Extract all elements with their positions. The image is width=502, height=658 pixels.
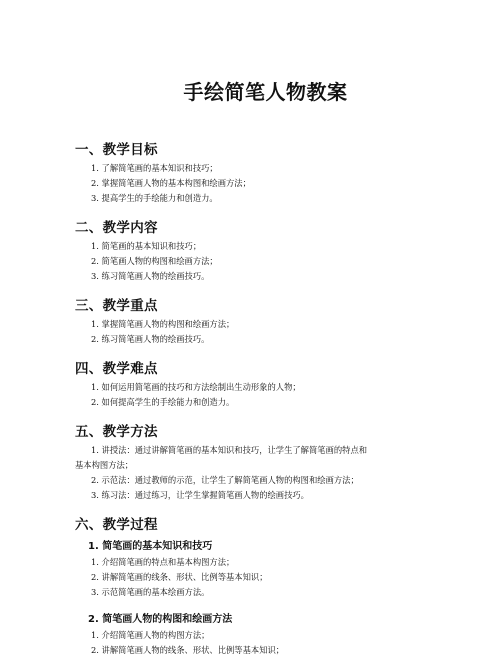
list-item: 3. 练习简笔画人物的绘画技巧。 <box>91 271 210 281</box>
section-teaching-key-points <box>75 297 444 347</box>
subsection-heading: 2. 简笔画人物的构图和绘画方法 <box>88 614 233 625</box>
section-heading: 二、教学内容 <box>75 220 158 236</box>
section-teaching-content <box>75 219 444 284</box>
list-item: 1. 讲授法：通过讲解简笔画的基本知识和技巧，让学生了解简笔画的特点和 <box>91 445 368 455</box>
subsection-heading: 1. 简笔画的基本知识和技巧 <box>88 541 213 552</box>
list-item: 1. 简笔画的基本知识和技巧； <box>91 241 202 251</box>
section-heading: 三、教学重点 <box>75 298 158 314</box>
section-teaching-difficulties <box>75 360 444 410</box>
section-heading: 一、教学目标 <box>75 142 158 158</box>
subsection-basic-knowledge <box>75 539 444 600</box>
list-item: 2. 练习简笔画人物的绘画技巧。 <box>91 334 210 344</box>
list-item: 3. 示范简笔画的基本绘画方法。 <box>91 587 210 597</box>
subsection-figure-composition <box>75 612 444 658</box>
list-item: 1. 如何运用简笔画的技巧和方法绘制出生动形象的人物； <box>91 382 301 392</box>
list-item: 1. 介绍简笔画人物的构图方法； <box>91 630 210 640</box>
section-teaching-goals <box>75 141 444 206</box>
document-title: 手绘简笔人物教案 <box>183 80 348 104</box>
section-heading: 五、教学方法 <box>75 424 158 440</box>
section-teaching-methods <box>75 423 444 503</box>
list-item: 2. 掌握简笔画人物的基本构图和绘画方法； <box>91 178 251 188</box>
list-item: 1. 介绍简笔画的特点和基本构图方法； <box>91 557 235 567</box>
list-item: 1. 掌握简笔画人物的构图和绘画方法； <box>91 319 235 329</box>
section-heading: 四、教学难点 <box>75 361 158 377</box>
list-item: 2. 示范法：通过教师的示范，让学生了解简笔画人物的构图和绘画方法； <box>91 475 359 485</box>
section-teaching-process <box>75 516 444 658</box>
list-item: 2. 讲解简笔画人物的线条、形状、比例等基本知识； <box>91 645 285 655</box>
list-item: 3. 提高学生的手绘能力和创造力。 <box>91 193 218 203</box>
list-item: 2. 简笔画人物的构图和绘画方法； <box>91 256 218 266</box>
list-item: 2. 如何提高学生的手绘能力和创造力。 <box>91 397 235 407</box>
list-item-continuation: 基本构图方法； <box>75 460 134 470</box>
list-item: 2. 讲解简笔画的线条、形状、比例等基本知识； <box>91 572 268 582</box>
section-heading: 六、教学过程 <box>75 517 158 533</box>
list-item: 1. 了解简笔画的基本知识和技巧； <box>91 163 218 173</box>
list-item: 3. 练习法：通过练习，让学生掌握简笔画人物的绘画技巧。 <box>91 490 309 500</box>
